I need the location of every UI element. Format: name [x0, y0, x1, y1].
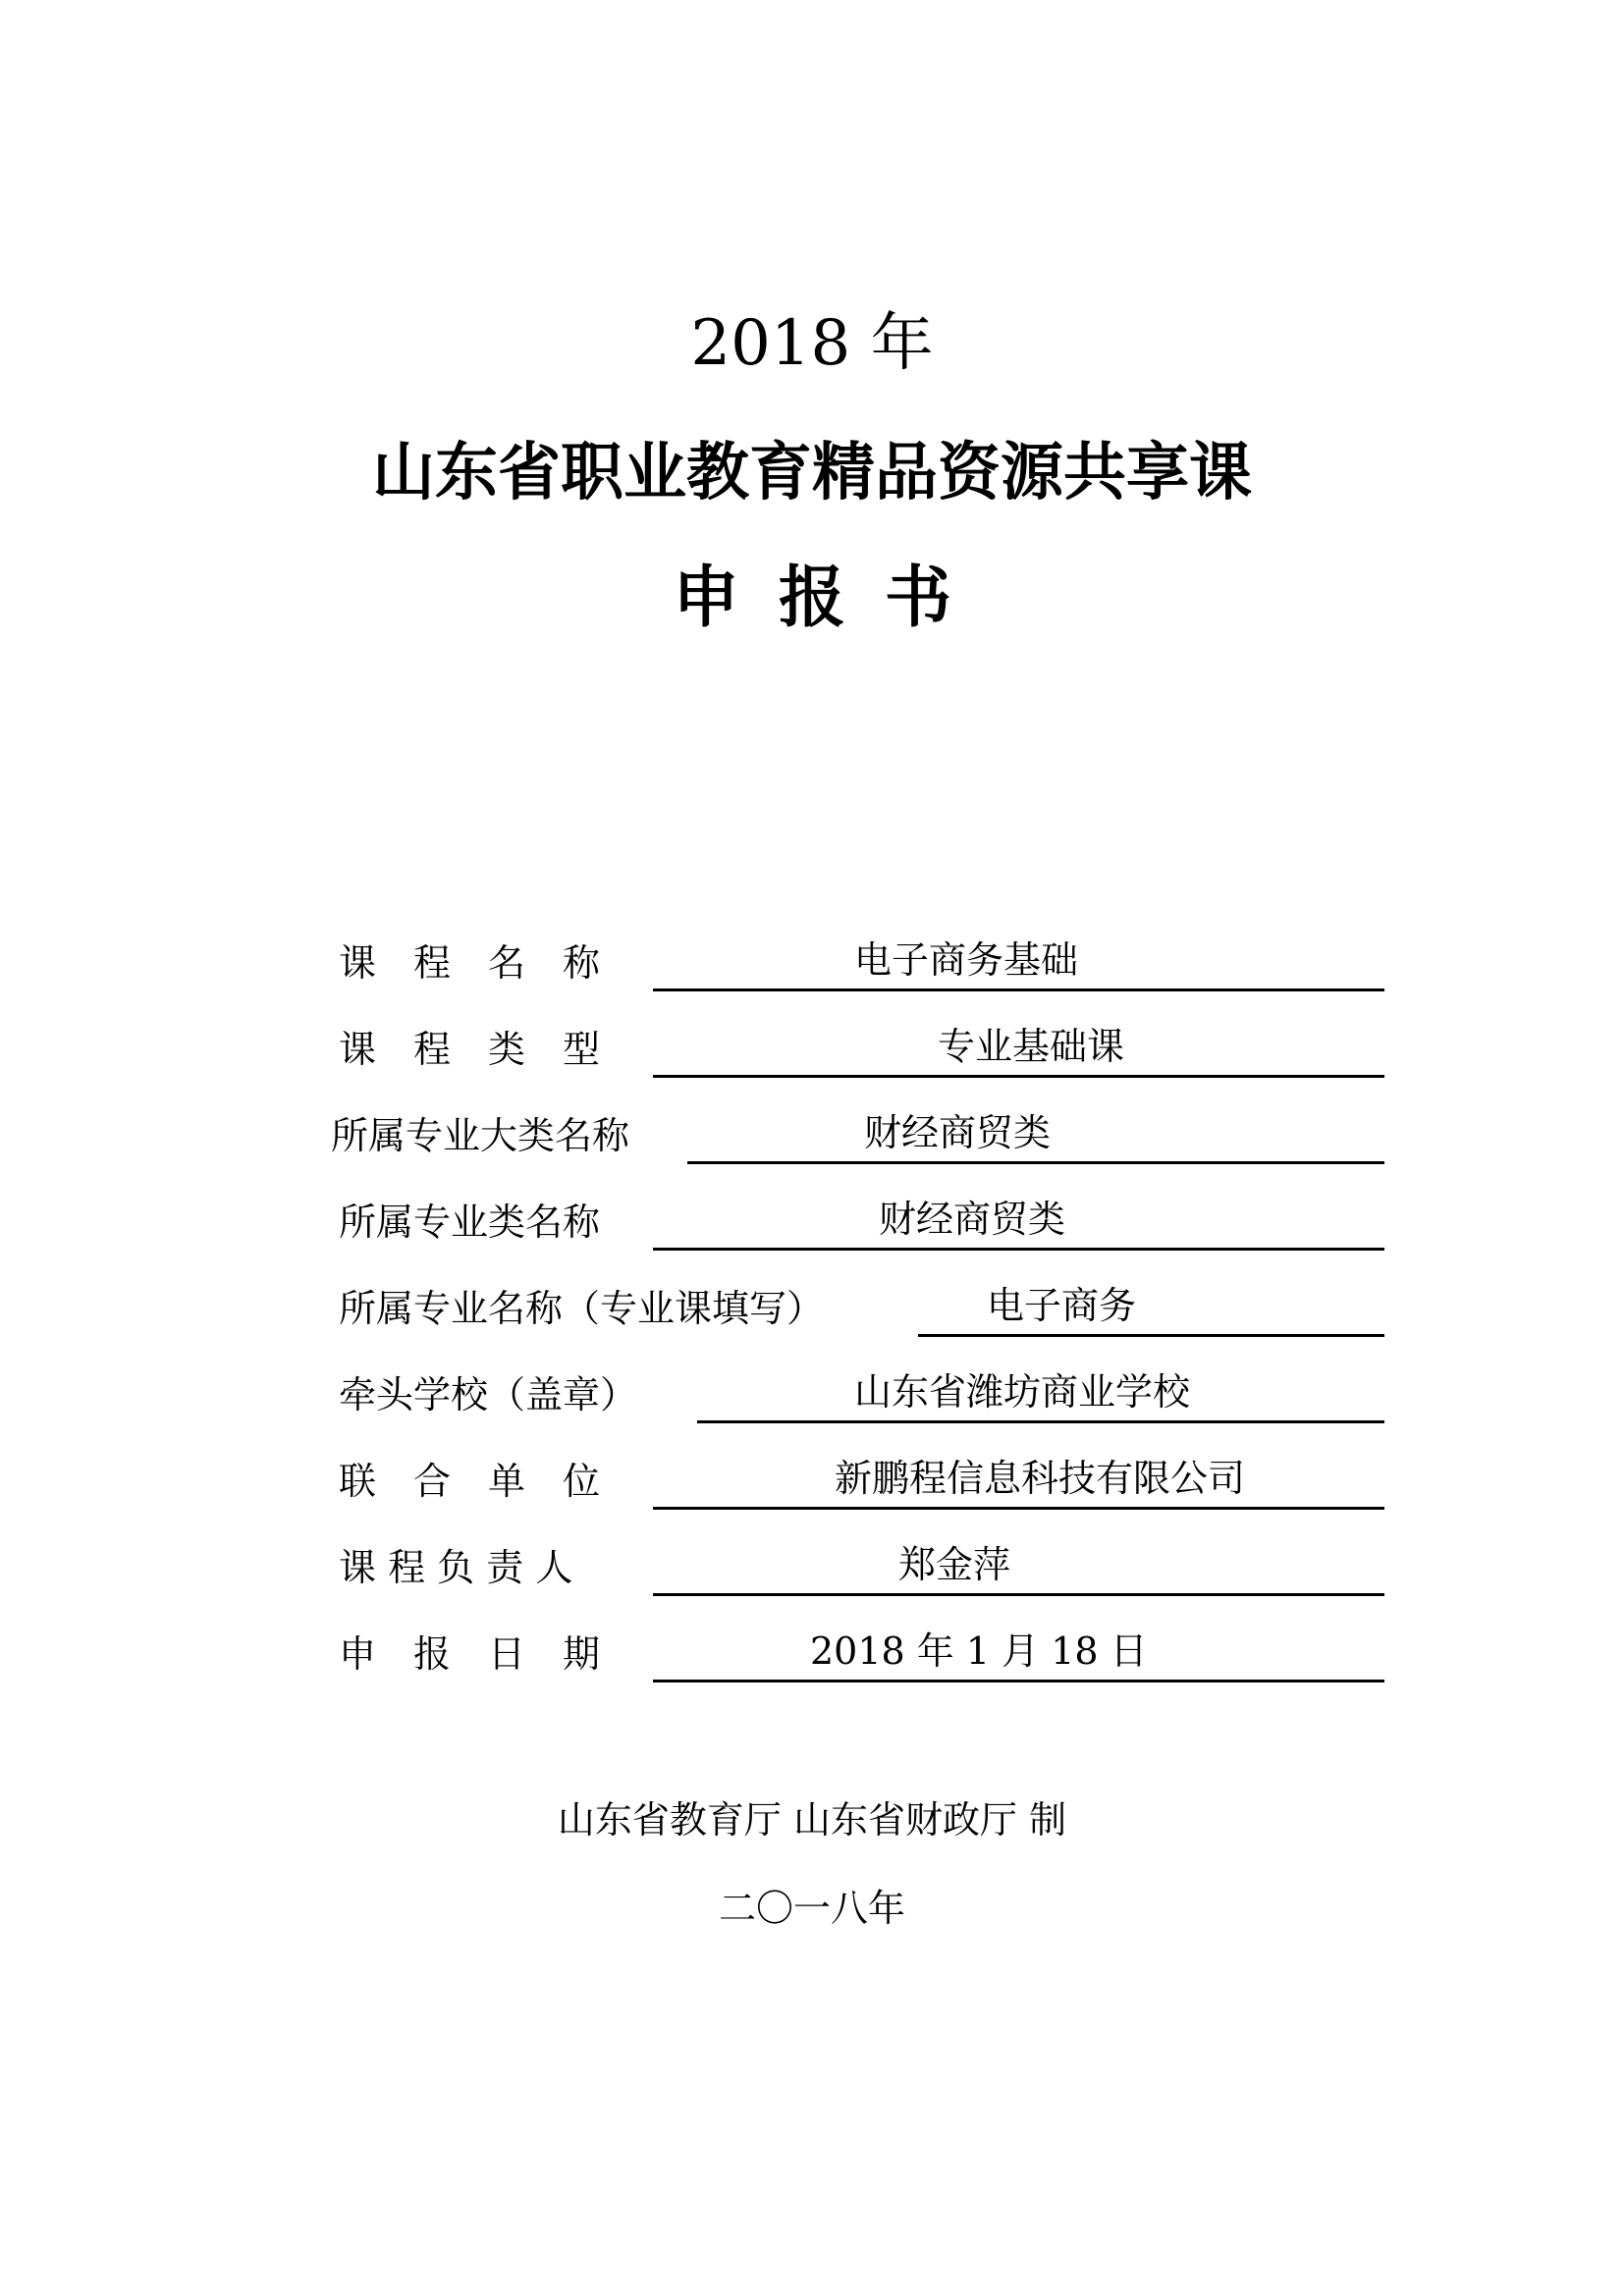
form-row-date: [339, 1624, 1384, 1682]
course-name-value: 电子商务基础: [854, 938, 1079, 982]
form-row-major-class: [339, 1192, 1384, 1251]
form-row-major-name: [339, 1278, 1384, 1337]
page-subtitle: 申报书: [672, 559, 991, 637]
leader-field[interactable]: [653, 1536, 1384, 1596]
major-name-label: 所属专业名称（专业课填写）: [339, 1287, 825, 1330]
major-class-value: 财经商贸类: [879, 1198, 1066, 1241]
footer-year: 二〇一八年: [718, 1887, 905, 1930]
course-name-field[interactable]: [653, 932, 1384, 991]
major-class-label: 所属专业类名称: [339, 1201, 601, 1244]
major-category-field[interactable]: [687, 1104, 1384, 1164]
form-row-course-name: [339, 933, 1384, 991]
form-row-course-type: [339, 1019, 1384, 1078]
form-row-leader: [339, 1537, 1384, 1596]
date-value: 2018 年 1 月 18 日: [810, 1629, 1148, 1673]
partner-label: 联 合 单 位: [339, 1460, 601, 1503]
form-row-major-category: [331, 1105, 1384, 1164]
major-name-field[interactable]: [918, 1277, 1384, 1337]
form-row-partner: [339, 1451, 1384, 1510]
major-category-value: 财经商贸类: [864, 1111, 1052, 1154]
major-class-field[interactable]: [653, 1191, 1384, 1251]
title-year: 2018 年: [690, 307, 934, 380]
date-field[interactable]: [653, 1623, 1384, 1682]
partner-value: 新鹏程信息科技有限公司: [835, 1457, 1246, 1500]
form-row-lead-school: [339, 1364, 1384, 1423]
leader-label: 课 程 负 责 人: [339, 1546, 573, 1589]
lead-school-value: 山东省潍坊商业学校: [854, 1370, 1191, 1414]
major-name-value: 电子商务: [987, 1284, 1137, 1327]
partner-field[interactable]: [653, 1450, 1384, 1510]
course-type-field[interactable]: [653, 1018, 1384, 1078]
leader-value: 郑金萍: [898, 1543, 1011, 1586]
course-name-label: 课 程 名 称: [339, 941, 601, 985]
course-type-value: 专业基础课: [938, 1025, 1125, 1068]
page-title: 山东省职业教育精品资源共享课: [372, 436, 1252, 509]
footer-issuer: 山东省教育厅 山东省财政厅 制: [557, 1798, 1067, 1842]
major-category-label: 所属专业大类名称: [331, 1114, 630, 1157]
course-type-label: 课 程 类 型: [339, 1028, 601, 1071]
date-label: 申 报 日 期: [339, 1632, 601, 1676]
lead-school-label: 牵头学校（盖章）: [339, 1373, 638, 1416]
lead-school-field[interactable]: [697, 1363, 1384, 1423]
